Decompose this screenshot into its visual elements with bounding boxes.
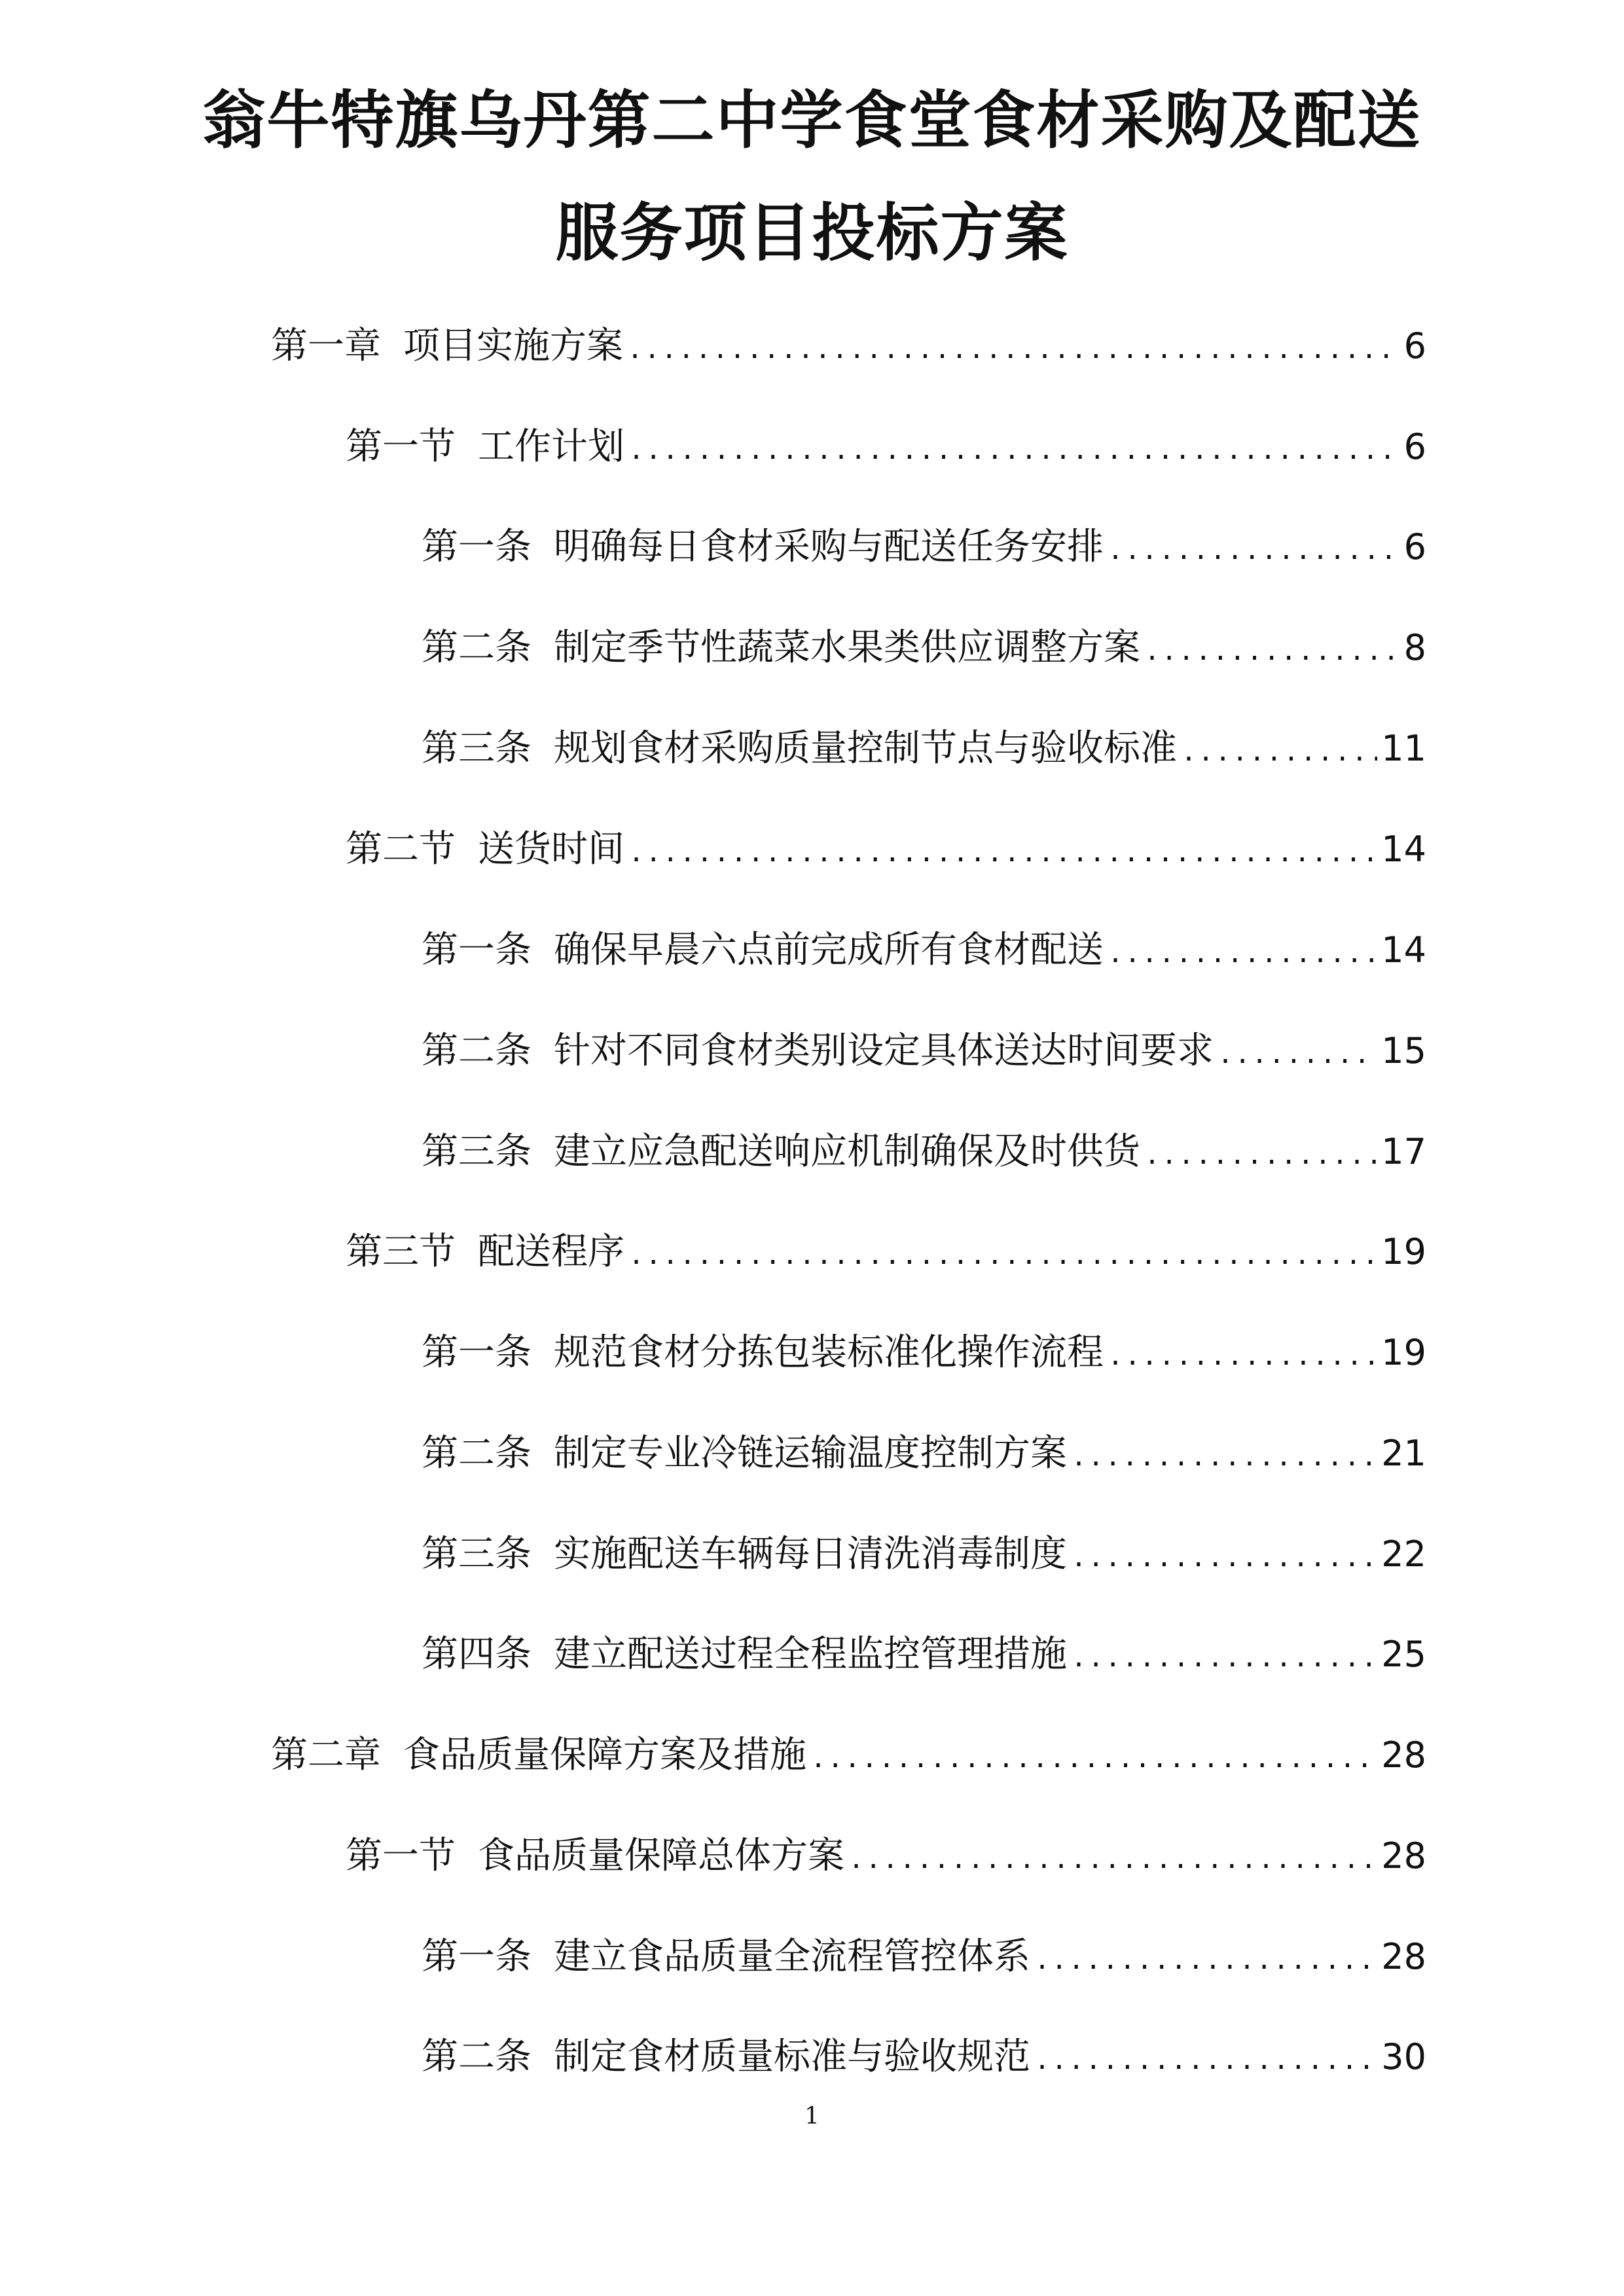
toc-entry-number: 第二条 [422,626,532,669]
toc-chapter-2[interactable] [271,1729,1426,1782]
toc-article-1-3-1[interactable] [422,1327,1426,1379]
toc-entry-page: 14 [1381,929,1426,971]
toc-article-1-2-1[interactable] [422,924,1426,977]
toc-dot-leader [628,424,1400,476]
toc-entry-title: 配送程序 [478,1230,624,1273]
toc-entry-number: 第二节 [346,828,456,870]
toc-entry-page: 6 [1403,526,1426,567]
toc-entry-number: 第二条 [422,1030,532,1072]
toc-entry-number: 第四条 [422,1633,532,1676]
toc-entry-page: 15 [1381,1030,1426,1071]
toc-entry-number: 第一节 [346,425,456,468]
toc-entry-title: 规划食材采购质量控制节点与验收标准 [554,727,1177,770]
toc-entry-title: 建立应急配送响应机制确保及时供货 [554,1130,1140,1173]
toc-chapter-1[interactable] [271,320,1426,372]
toc-entry-title: 食品质量保障方案及措施 [403,1734,806,1776]
toc-article-1-3-3[interactable] [422,1528,1426,1581]
toc-entry-page: 28 [1381,1835,1426,1876]
toc-entry-title: 项目实施方案 [403,325,623,367]
toc-entry-title: 确保早晨六点前完成所有食材配送 [554,929,1104,971]
toc-entry-number: 第三条 [422,1130,532,1173]
toc-entry-page: 21 [1381,1433,1426,1474]
toc-entry-page: 19 [1381,1332,1426,1373]
toc-article-1-1-2[interactable] [422,622,1426,674]
toc-dot-leader [1144,625,1400,677]
toc-entry-number: 第三节 [346,1230,456,1273]
toc-dot-leader [1071,1532,1377,1584]
toc-dot-leader [1108,927,1377,980]
toc-entry-number: 第三条 [422,727,532,770]
toc-entry-number: 第三条 [422,1533,532,1575]
toc-dot-leader [1071,1431,1377,1483]
toc-entry-page: 6 [1403,325,1426,367]
toc-entry-title: 建立食品质量全流程管控体系 [554,1935,1030,1978]
toc-dot-leader [1108,1330,1377,1382]
toc-entry-page: 8 [1403,627,1426,668]
toc-section-1-3[interactable] [346,1226,1426,1278]
toc-article-1-2-2[interactable] [422,1025,1426,1077]
toc-entry-title: 食品质量保障总体方案 [478,1835,844,1877]
toc-article-1-1-1[interactable] [422,521,1426,573]
toc-entry-title: 工作计划 [478,425,624,468]
toc-entry-number: 第二条 [422,2036,532,2078]
toc-entry-title: 实施配送车辆每日清洗消毒制度 [554,1533,1067,1575]
toc-dot-leader [628,827,1377,879]
toc-entry-title: 明确每日食材采购与配送任务安排 [554,526,1104,568]
toc-entry-page: 17 [1381,1131,1426,1172]
toc-section-2-1[interactable] [346,1830,1426,1882]
toc-entry-title: 针对不同食材类别设定具体送达时间要求 [554,1030,1214,1072]
toc-entry-page: 14 [1381,829,1426,870]
toc-entry-title: 制定专业冷链运输温度控制方案 [554,1432,1067,1475]
toc-entry-page: 19 [1381,1231,1426,1272]
toc-entry-page: 28 [1381,1936,1426,1977]
toc-entry-title: 制定食材质量标准与验收规范 [554,2036,1030,2078]
toc-entry-number: 第二章 [271,1734,381,1776]
toc-entry-number: 第一章 [271,325,381,367]
toc-entry-title: 规范食材分拣包装标准化操作流程 [554,1331,1104,1374]
toc-article-1-2-3[interactable] [422,1126,1426,1178]
toc-entry-page: 6 [1403,426,1426,467]
toc-dot-leader [848,1833,1377,1886]
toc-entry-page: 22 [1381,1534,1426,1575]
toc-entry-page: 11 [1381,728,1426,769]
page-number: 1 [804,2103,820,2130]
toc-dot-leader [1071,1632,1377,1684]
document-title-line-2: 服务项目投标方案 [555,196,1069,270]
toc-entry-number: 第二条 [422,1432,532,1475]
toc-dot-leader [1034,1934,1377,1986]
toc-entry-page: 25 [1381,1634,1426,1675]
toc-dot-leader [1181,726,1377,778]
toc-entry-title: 送货时间 [478,828,624,870]
toc-entry-title: 建立配送过程全程监控管理措施 [554,1633,1067,1676]
toc-entry-number: 第一条 [422,1935,532,1978]
toc-entry-page: 28 [1381,1734,1426,1776]
toc-entry-page: 30 [1381,2036,1426,2077]
toc-article-2-1-1[interactable] [422,1931,1426,1983]
toc-dot-leader [1034,2034,1377,2087]
toc-section-1-1[interactable] [346,421,1426,473]
toc-dot-leader [1218,1028,1377,1081]
document-title-line-1: 翁牛特旗乌丹第二中学食堂食材采购及配送 [202,84,1422,157]
toc-dot-leader [810,1732,1377,1785]
toc-article-1-3-2[interactable] [422,1427,1426,1480]
toc-dot-leader [628,1229,1377,1282]
toc-entry-number: 第一条 [422,1331,532,1374]
toc-entry-number: 第一节 [346,1835,456,1877]
toc-dot-leader [1144,1129,1377,1181]
toc-dot-leader [1108,524,1400,577]
toc-entry-title: 制定季节性蔬菜水果类供应调整方案 [554,626,1140,669]
toc-article-2-1-2[interactable] [422,2031,1426,2083]
toc-entry-number: 第一条 [422,929,532,971]
toc-section-1-2[interactable] [346,823,1426,876]
toc-article-1-1-3[interactable] [422,723,1426,775]
toc-dot-leader [627,323,1400,376]
toc-article-1-3-4[interactable] [422,1628,1426,1681]
toc-entry-number: 第一条 [422,526,532,568]
